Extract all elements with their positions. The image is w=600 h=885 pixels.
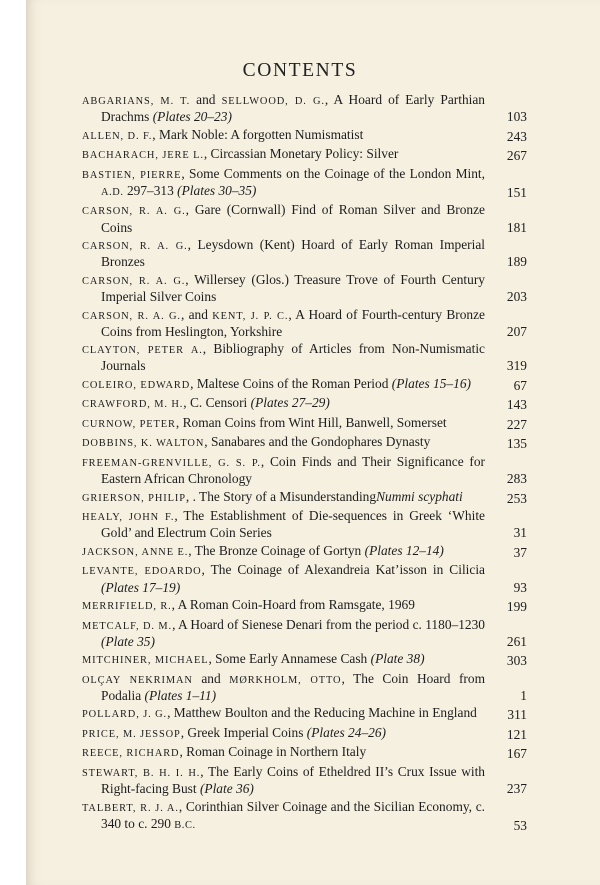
entry-author: POLLARD, J. G. <box>82 709 168 721</box>
entry-page-number: 283 <box>506 471 527 487</box>
entry-title: , The Coin Hoard from Podalia <box>101 670 485 703</box>
contents-entry <box>82 307 527 339</box>
entry-author: LEVANTE, EDOARDO <box>82 566 202 578</box>
entry-page-number: 93 <box>513 579 527 595</box>
entry-title: , Leysdown (Kent) Hoard of Early Roman Imperial Bronzes <box>101 237 485 270</box>
contents-entry <box>82 617 527 649</box>
entry-text <box>82 92 493 124</box>
entry-plates: (Plates 27–29) <box>250 395 330 411</box>
entry-text <box>82 617 493 649</box>
entry-author: OLÇAY NEKRIMAN <box>82 674 193 686</box>
contents-entry <box>82 671 527 703</box>
entry-text <box>82 202 493 234</box>
contents-entry <box>82 454 527 486</box>
entry-author: BASTIEN, PIERRE <box>82 169 182 181</box>
entry-title: , Matthew Boulton and the Reducing Machine in England <box>167 705 477 721</box>
contents-entry <box>82 376 527 393</box>
entry-text <box>82 744 493 761</box>
contents-entry <box>82 166 527 200</box>
entry-author: FREEMAN-GRENVILLE, G. S. P. <box>82 457 261 469</box>
entry-author: CARSON, R. A. G. <box>82 310 181 322</box>
entry-text <box>82 489 493 506</box>
entry-text <box>82 127 493 144</box>
entry-title: , A Hoard of Early Parthian Drachms <box>101 92 485 125</box>
entry-author: DOBBINS, K. WALTON <box>82 438 205 450</box>
entry-plates: (Plates 17–19) <box>101 579 181 595</box>
entry-plates: (Plate 36) <box>199 781 254 797</box>
entry-author: GRIERSON, PHILIP <box>82 492 186 504</box>
entry-page-number: 243 <box>506 128 527 144</box>
entry-page-number: 1 <box>520 687 527 703</box>
contents-entry <box>82 489 527 506</box>
entry-title: , Circassian Monetary Policy: Silver <box>203 146 399 162</box>
contents-entry <box>82 764 527 796</box>
contents-entry <box>82 272 527 304</box>
entry-title: , Bibliography of Articles from Non-Numismatic Journals <box>101 341 485 374</box>
entry-title: , Roman Coinage in Northern Italy <box>179 744 367 760</box>
entry-page-number: 189 <box>506 254 527 270</box>
entry-text <box>82 395 493 412</box>
entry-page-number: 67 <box>513 377 527 393</box>
entry-text <box>82 799 493 833</box>
entry-title-cont: 297–313 <box>123 182 178 198</box>
entry-title: , Some Early Annamese Cash <box>208 651 371 667</box>
entry-text <box>82 415 493 432</box>
entry-page-number: 135 <box>506 436 527 452</box>
contents-entry <box>82 597 527 614</box>
entry-page-number: 227 <box>506 416 527 432</box>
entry-author: MERRIFIELD, R. <box>82 601 172 613</box>
entry-title: , Mark Noble: A forgotten Numismatist <box>152 126 364 142</box>
contents-entry <box>82 415 527 432</box>
entry-author: CRAWFORD, M. H. <box>82 399 184 411</box>
entry-author: REECE, RICHARD <box>82 748 180 760</box>
contents-entry <box>82 799 527 833</box>
entry-title: , The Early Coins of Etheldred II’s Crux Issue with Right-facing Bust <box>101 763 486 797</box>
entry-author: BACHARACH, JERE L. <box>82 150 204 162</box>
entry-coauthor: SELLWOOD, D. G. <box>221 96 325 107</box>
entry-author: CLAYTON, PETER A. <box>82 345 203 357</box>
entry-author: HEALY, JOHN F. <box>82 512 175 524</box>
entry-title: , Maltese Coins of the Roman Period <box>190 375 392 391</box>
contents-entry <box>82 562 527 594</box>
entry-page-number: 151 <box>506 184 527 200</box>
entry-page-number: 53 <box>513 817 527 833</box>
entry-author: CARSON, R. A. G. <box>82 275 186 287</box>
entry-title: , The Establishment of Die-sequences in Greek ‘White Gold’ and Electrum Coin Series <box>101 508 485 541</box>
entry-title: , The Bronze Coinage of Gortyn <box>188 542 365 558</box>
contents-entry <box>82 705 527 722</box>
entry-page-number: 237 <box>506 781 527 797</box>
entry-plates: (Plate 35) <box>101 633 155 649</box>
contents-list <box>82 92 527 835</box>
contents-entry <box>82 146 527 163</box>
entry-author: PRICE, M. JESSOP <box>82 728 181 740</box>
entry-text <box>82 434 493 451</box>
entry-author: COLEIRO, EDWARD <box>82 379 191 391</box>
entry-author: TALBERT, R. J. A. <box>82 802 179 814</box>
entry-text <box>82 237 493 269</box>
entry-era: B.C. <box>174 819 196 831</box>
entry-author: ABGARIANS, M. T. <box>82 96 191 107</box>
entry-text <box>82 764 493 796</box>
entry-page-number: 143 <box>506 397 527 413</box>
entry-page-number: 303 <box>506 653 527 669</box>
entry-title: , Some Comments on the Coinage of the London Mint, <box>181 165 485 181</box>
entry-text <box>82 272 493 304</box>
contents-entry <box>82 543 527 560</box>
entry-author: STEWART, B. H. I. H. <box>82 767 201 779</box>
entry-page-number: 267 <box>506 148 527 164</box>
contents-entry <box>82 744 527 761</box>
entry-plates: (Plates 24–26) <box>306 724 386 740</box>
entry-title: , A Hoard of Fourth-century Bronze Coins from Heslington, Yorkshire <box>101 306 485 339</box>
entry-title: , Gare (Cornwall) Find of Roman Silver and Bronze Coins <box>101 202 486 235</box>
entry-page-number: 167 <box>506 746 527 762</box>
entry-plates: Nummi scyphati <box>376 488 463 504</box>
contents-entry <box>82 725 527 742</box>
entry-text <box>82 725 493 742</box>
contents-entry <box>82 202 527 234</box>
entry-author: MITCHINER, MICHAEL <box>82 655 209 667</box>
entry-text <box>82 376 493 393</box>
entry-text <box>82 705 493 722</box>
contents-entry <box>82 92 527 124</box>
entry-author: CARSON, R. A. G. <box>82 241 188 253</box>
entry-author: ALLEN, D. F. <box>82 130 153 142</box>
entry-title: , Corinthian Silver Coinage and the Sicilian Economy, c. 340 to c. 290 <box>101 798 485 831</box>
entry-page-number: 181 <box>506 219 527 235</box>
entry-text <box>82 543 493 560</box>
entry-plates: (Plates 12–14) <box>364 542 444 558</box>
contents-entry <box>82 434 527 451</box>
entry-title: , A Hoard of Sienese Denari from the period c. 1180–1230 <box>172 616 485 632</box>
entry-title-cont: . The Story of a Misunderstanding <box>192 488 377 504</box>
entry-author: JACKSON, ANNE E. <box>82 546 189 558</box>
contents-entry <box>82 651 527 668</box>
entry-connector: , and <box>180 306 213 322</box>
entry-title: , Sanabares and the Gondophares Dynasty <box>204 434 431 450</box>
page-title: CONTENTS <box>242 60 358 81</box>
entry-title: , Roman Coins from Wint Hill, Banwell, Somerset <box>175 414 447 430</box>
entry-connector: and <box>192 670 230 686</box>
entry-text <box>82 597 493 614</box>
entry-page-number: 199 <box>506 599 527 615</box>
entry-plates: (Plates 20–23) <box>152 109 232 125</box>
entry-title: , The Coinage of Alexandreia Kat’isson in Cilicia <box>201 562 485 578</box>
entry-page-number: 311 <box>507 707 527 723</box>
contents-entry <box>82 127 527 144</box>
entry-text <box>82 166 493 200</box>
entry-text <box>82 341 493 373</box>
entry-plates: (Plates 15–16) <box>391 375 471 391</box>
entry-coauthor: MØRKHOLM, OTTO <box>229 674 342 686</box>
entry-text <box>82 651 493 668</box>
entry-page-number: 207 <box>506 323 527 339</box>
entry-title: , A Roman Coin-Hoard from Ramsgate, 1969 <box>171 597 415 613</box>
entry-page-number: 319 <box>506 358 527 374</box>
entry-author: CURNOW, PETER <box>82 418 176 430</box>
entry-text <box>82 562 493 594</box>
entry-text <box>82 146 493 163</box>
entry-page-number: 103 <box>506 109 527 125</box>
entry-page-number: 261 <box>506 633 527 649</box>
entry-page-number: 37 <box>513 544 527 560</box>
entry-plates: (Plate 38) <box>370 651 425 667</box>
entry-author: METCALF, D. M. <box>82 620 173 632</box>
entry-page-number: 203 <box>506 289 527 305</box>
entry-page-number: 121 <box>506 726 527 742</box>
entry-era: A.D. <box>101 186 124 198</box>
contents-entry <box>82 237 527 269</box>
entry-title: , Coin Finds and Their Significance for Eastern African Chronology <box>101 453 485 487</box>
contents-entry <box>82 341 527 373</box>
entry-coauthor: KENT, J. P. C. <box>212 310 289 322</box>
contents-entry <box>82 395 527 412</box>
entry-plates: (Plates 1–11) <box>144 687 217 703</box>
entry-connector: and <box>190 92 222 107</box>
entry-plates: (Plates 30–35) <box>177 182 257 198</box>
entry-title: , <box>185 488 193 504</box>
entry-title: , C. Censori <box>183 395 251 411</box>
entry-page-number: 31 <box>513 525 527 541</box>
entry-page-number: 253 <box>506 490 527 506</box>
entry-title: , Willersey (Glos.) Treasure Trove of Fourth Century Imperial Silver Coins <box>101 271 485 305</box>
entry-text <box>82 671 493 703</box>
entry-text <box>82 307 493 339</box>
contents-entry <box>82 508 527 540</box>
entry-author: CARSON, R. A. G. <box>82 206 186 218</box>
entry-text <box>82 508 493 540</box>
entry-title: , Greek Imperial Coins <box>180 724 307 740</box>
entry-text <box>82 454 493 486</box>
